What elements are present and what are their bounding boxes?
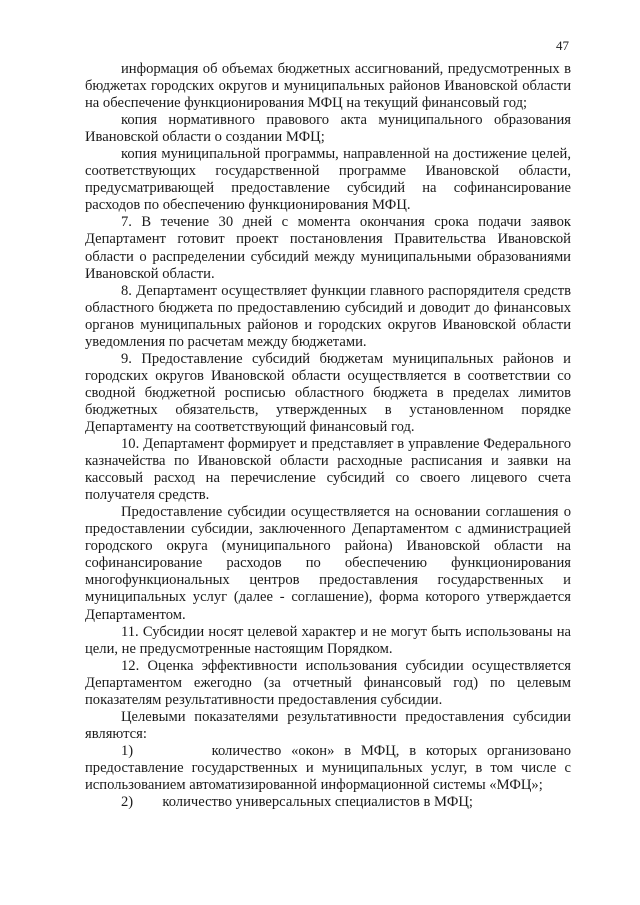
paragraph-item-11: 11. Субсидии носят целевой характер и не могут быть использованы на цели, не предусмотренные настоящим Порядком. bbox=[85, 623, 571, 657]
paragraph-agreement: Предоставление субсидии осуществляется на основании соглашения о предоставлении субсидии, заключенного Департаментом с администрацией городского округа (муниципального района) Ивановской области на софинансирование расходов по обеспечению функционирования многофункциональных центров предоставления государственных и муниципальных услуг (далее - соглашение), форма которого утверждается Департаментом. bbox=[85, 504, 571, 623]
paragraph-indicators-intro: Целевыми показателями результативности предоставления субсидии являются: bbox=[85, 708, 571, 742]
page-number: 47 bbox=[556, 38, 569, 53]
paragraph-budget-info: информация об объемах бюджетных ассигнований, предусмотренных в бюджетах городских округов и муниципальных районов Ивановской области на обеспечение функционирования МФЦ на текущий финансовый год; bbox=[85, 61, 571, 112]
paragraph-item-9: 9. Предоставление субсидий бюджетам муниципальных районов и городских округов Ивановской области осуществляется в соответствии со сводной бюджетной росписью областного бюджета в пределах лимитов бюджетных обязательств, утвержденных в установленном порядке Департаменту на соответствующий финансовый год. bbox=[85, 350, 571, 435]
paragraph-item-7: 7. В течение 30 дней с момента окончания срока подачи заявок Департамент готовит проект постановления Правительства Ивановской области о распределении субсидий между муниципальными образованиями Ивановской области. bbox=[85, 214, 571, 282]
paragraph-item-12: 12. Оценка эффективности использования субсидии осуществляется Департаментом ежегодно (за отчетный финансовый год) по целевым показателям результативности предоставления субсидии. bbox=[85, 657, 571, 708]
document-body bbox=[85, 61, 571, 811]
list-item-1: 1) количество «окон» в МФЦ, в которых организовано предоставление государственных и муниципальных услуг, в том числе с использованием автоматизированной информационной системы «МФЦ»; bbox=[85, 742, 571, 793]
paragraph-item-8: 8. Департамент осуществляет функции главного распорядителя средств областного бюджета по предоставлению субсидий и доводит до финансовых органов муниципальных районов и городских округов Ивановской области уведомления по расчетам между бюджетами. bbox=[85, 282, 571, 350]
paragraph-item-10: 10. Департамент формирует и представляет в управление Федерального казначейства по Ивановской области расходные расписания и заявки на кассовый расход на перечисление субсидий со своего лицевого счета получателя средств. bbox=[85, 436, 571, 504]
list-item-2: 2) количество универсальных специалистов в МФЦ; bbox=[121, 794, 473, 811]
paragraph-program-copy: копия муниципальной программы, направленной на достижение целей, соответствующих государственной программе Ивановской области, предусматривающей предоставление субсидий на софинансирование расходов по обеспечению функционирования МФЦ. bbox=[85, 146, 571, 214]
paragraph-legal-act-copy: копия нормативного правового акта муниципального образования Ивановской области о создании МФЦ; bbox=[85, 112, 571, 146]
